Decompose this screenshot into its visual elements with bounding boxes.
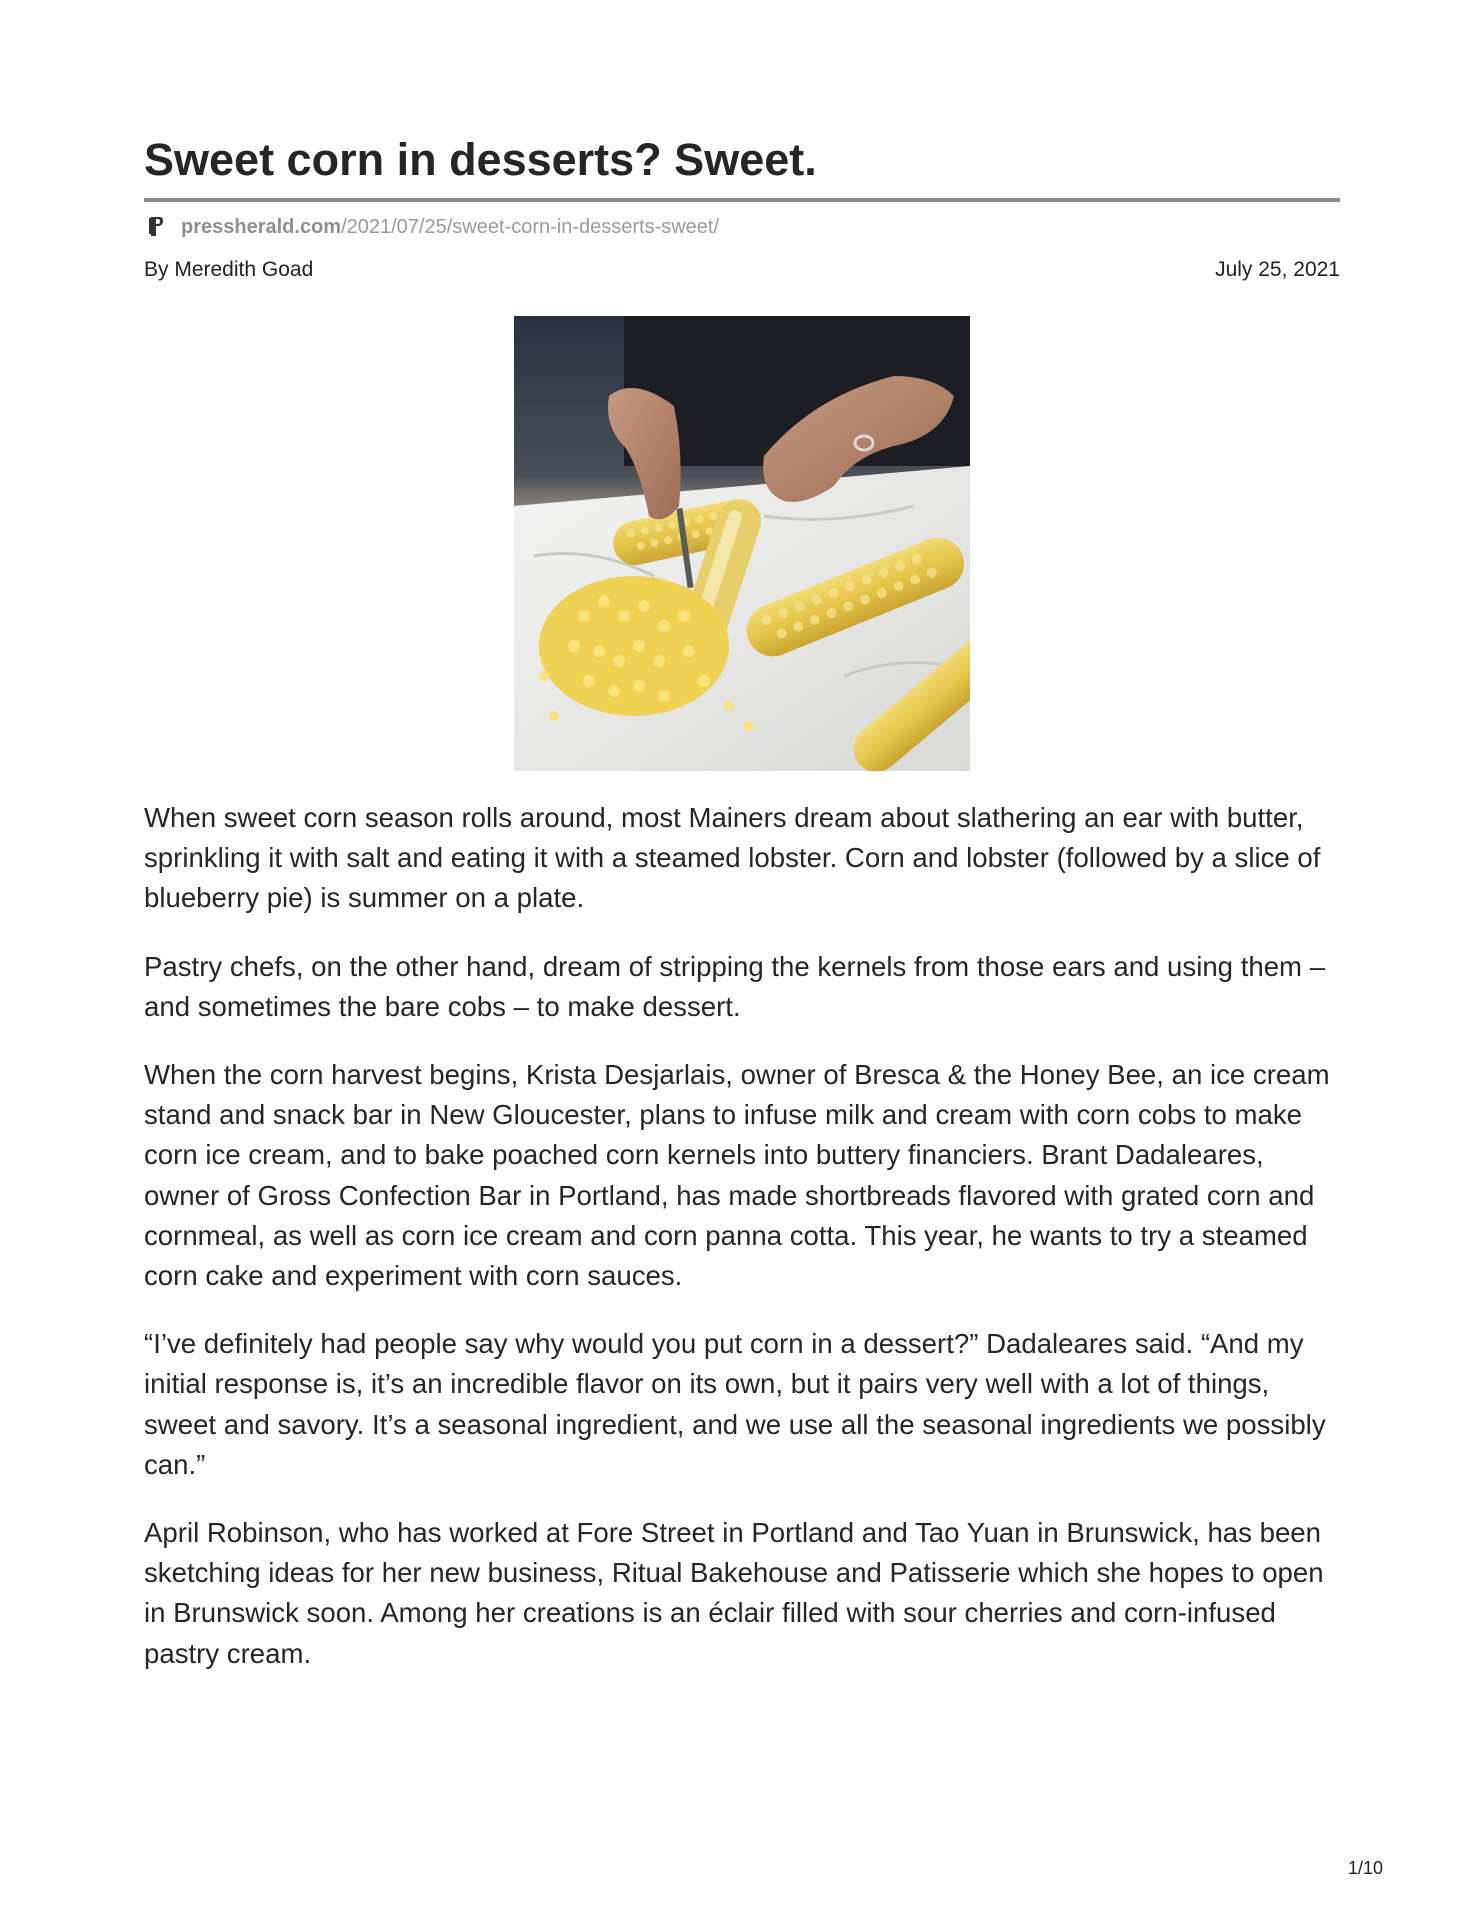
publish-date: July 25, 2021 [1215, 258, 1340, 281]
author: By Meredith Goad [144, 258, 314, 281]
page-indicator: 1/10 [1348, 1858, 1384, 1878]
corn-photo [514, 316, 970, 771]
press-herald-logo-icon [148, 216, 164, 238]
byline [144, 258, 1340, 284]
source-line[interactable] [148, 214, 719, 240]
title-divider [144, 198, 1340, 202]
article-body [144, 798, 1340, 1702]
paragraph-1: When sweet corn season rolls around, most Mainers dream about slathering an ear with butter, sprinkling it with salt and eating it with a steamed lobster. Corn and lobster (followed by a slice of blueberry pie) is summer on a plate. [144, 802, 1321, 914]
paragraph-5: April Robinson, who has worked at Fore Street in Portland and Tao Yuan in Brunswick, has been sketching ideas for her new business, Ritual Bakehouse and Patisserie which she hopes to open in Brunswick soon. Among her creations is an éclair filled with sour cherries and corn-infused pastry cream. [144, 1517, 1324, 1669]
source-domain[interactable]: pressherald.com [181, 215, 342, 238]
paragraph-2: Pastry chefs, on the other hand, dream of stripping the kernels from those ears and using them – and sometimes the bare cobs – to make dessert. [144, 950, 1326, 1022]
paragraph-4: “I’ve definitely had people say why would you put corn in a dessert?” Dadaleares said. “And my initial response is, it’s an incredible flavor on its own, but it pairs very well with a lot of things, sweet and savory. It’s a seasonal ingredient, and we use all the seasonal ingredients we possibly can.” [144, 1328, 1326, 1480]
source-path[interactable]: /2021/07/25/sweet-corn-in-desserts-sweet/ [341, 215, 720, 238]
paragraph-3: When the corn harvest begins, Krista Desjarlais, owner of Bresca & the Honey Bee, an ice cream stand and snack bar in New Gloucester, plans to infuse milk and cream with corn cobs to make corn ice cream, and to bake poached corn kernels into buttery financiers. Brant Dadaleares, owner of Gross Confection Bar in Portland, has made shortbreads flavored with grated corn and cornmeal, as well as corn ice cream and corn panna cotta. This year, he wants to try a steamed corn cake and experiment with corn sauces. [144, 1059, 1330, 1292]
article-title: Sweet corn in desserts? Sweet. [144, 134, 817, 185]
